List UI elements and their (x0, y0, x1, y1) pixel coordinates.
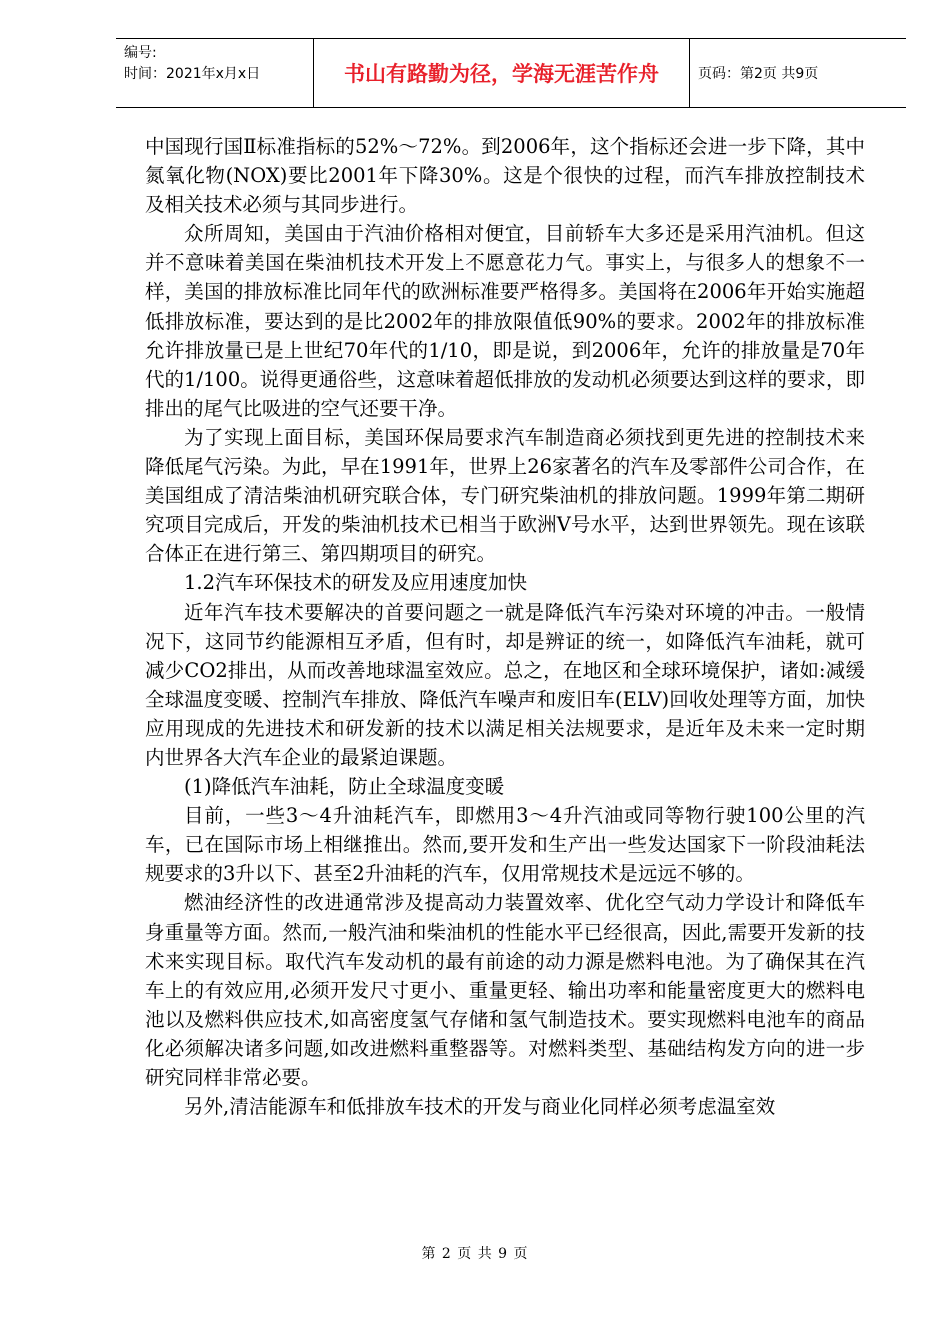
header-page-info: 页码：第2页 共9页 (698, 66, 819, 82)
serial-number-label: 编号: (124, 45, 157, 61)
paragraph-6: 燃油经济性的改进通常涉及提高动力装置效率、优化空气动力学设计和降低车身重量等方面。然而,一般汽油和柴油机的性能水平已经很高，因此,需要开发新的技术来实现目标。取代汽车发动机的最有前途的动力源是燃料电池。为了确保其在汽车上的有效应用,必须开发尺寸更小、重量更轻、输出功率和能量密度更大的燃料电池以及燃料供应技术,如高密度氢气存储和氢气制造技术。要实现燃料电池车的商品化必须解决诸多问题,如改进燃料重整器等。对燃料类型、基础结构发方向的进一步研究同样非常必要。 (145, 891, 865, 1089)
header-motto: 书山有路勤为径，学海无涯苦作舟 (314, 39, 690, 107)
page-footer: 第 2 页 共 9 页 (421, 1246, 529, 1262)
paragraph-3: 为了实现上面目标，美国环保局要求汽车制造商必须找到更先进的控制技术来降低尾气污染。为此，早在1991年，世界上26家著名的汽车及零部件公司合作，在美国组成了清洁柴油机研究联合体，专门研究柴油机的排放问题。1999年第二期研究项目完成后，开发的柴油机技术已相当于欧洲Ⅴ号水平，达到世界领先。现在该联合体正在进行第三、第四期项目的研究。 (145, 425, 865, 566)
page-header (116, 38, 906, 108)
paragraph-4: 近年汽车技术要解决的首要问题之一就是降低汽车污染对环境的冲击。一般情况下，这同节约能源相互矛盾，但有时，却是辨证的统一，如降低汽车油耗，就可减少CO2排出，从而改善地球温室效应。总之，在地区和全球环境保护，诸如:减缓全球温度变暖、控制汽车排放、降低汽车噪声和废旧车(ELV)回收处理等方面，加快应用现成的先进技术和研发新的技术以满足相关法规要求，是近年及未来一定时期内世界各大汽车企业的最紧迫课题。 (145, 600, 865, 769)
section-heading-1-2: 1.2汽车环保技术的研发及应用速度加快 (184, 571, 528, 595)
subheading-1: (1)降低汽车油耗，防止全球温度变暖 (184, 775, 505, 799)
paragraph-5: 目前，一些3～4升油耗汽车，即燃用3～4升汽油或同等物行驶100公里的汽车，已在国际市场上相继推出。然而,要开发和生产出一些发达国家下一阶段油耗法规要求的3升以下、甚至2升油耗的汽车，仅用常规技术是远远不够的。 (145, 804, 865, 886)
time-label: 时间：2021年x月x日 (124, 66, 261, 82)
document-body (145, 132, 865, 1121)
paragraph-2: 众所周知，美国由于汽油价格相对便宜，目前轿车大多还是采用汽油机。但这并不意味着美国在柴油机技术开发上不愿意花力气。事实上，与很多人的想象不一样，美国的排放标准比同年代的欧洲标准要严格得多。美国将在2006年开始实施超低排放标准，要达到的是比2002年的排放限值低90%的要求。2002年的排放标准允许排放量已是上世纪70年代的1/10，即是说，到2006年，允许的排放量是70年代的1/100。说得更通俗些，这意味着超低排放的发动机必须要达到这样的要求，即排出的尾气比吸进的空气还要干净。 (145, 222, 865, 420)
header-meta (116, 39, 314, 107)
paragraph-7: 另外,清洁能源车和低排放车技术的开发与商业化同样必须考虑温室效 (184, 1095, 776, 1119)
paragraph-1: 中国现行国Ⅱ标准指标的52%～72%。到2006年，这个指标还会进一步下降，其中氮氧化物(NOX)要比2001年下降30%。这是个很快的过程，而汽车排放控制技术及相关技术必须与其同步进行。 (145, 135, 865, 217)
